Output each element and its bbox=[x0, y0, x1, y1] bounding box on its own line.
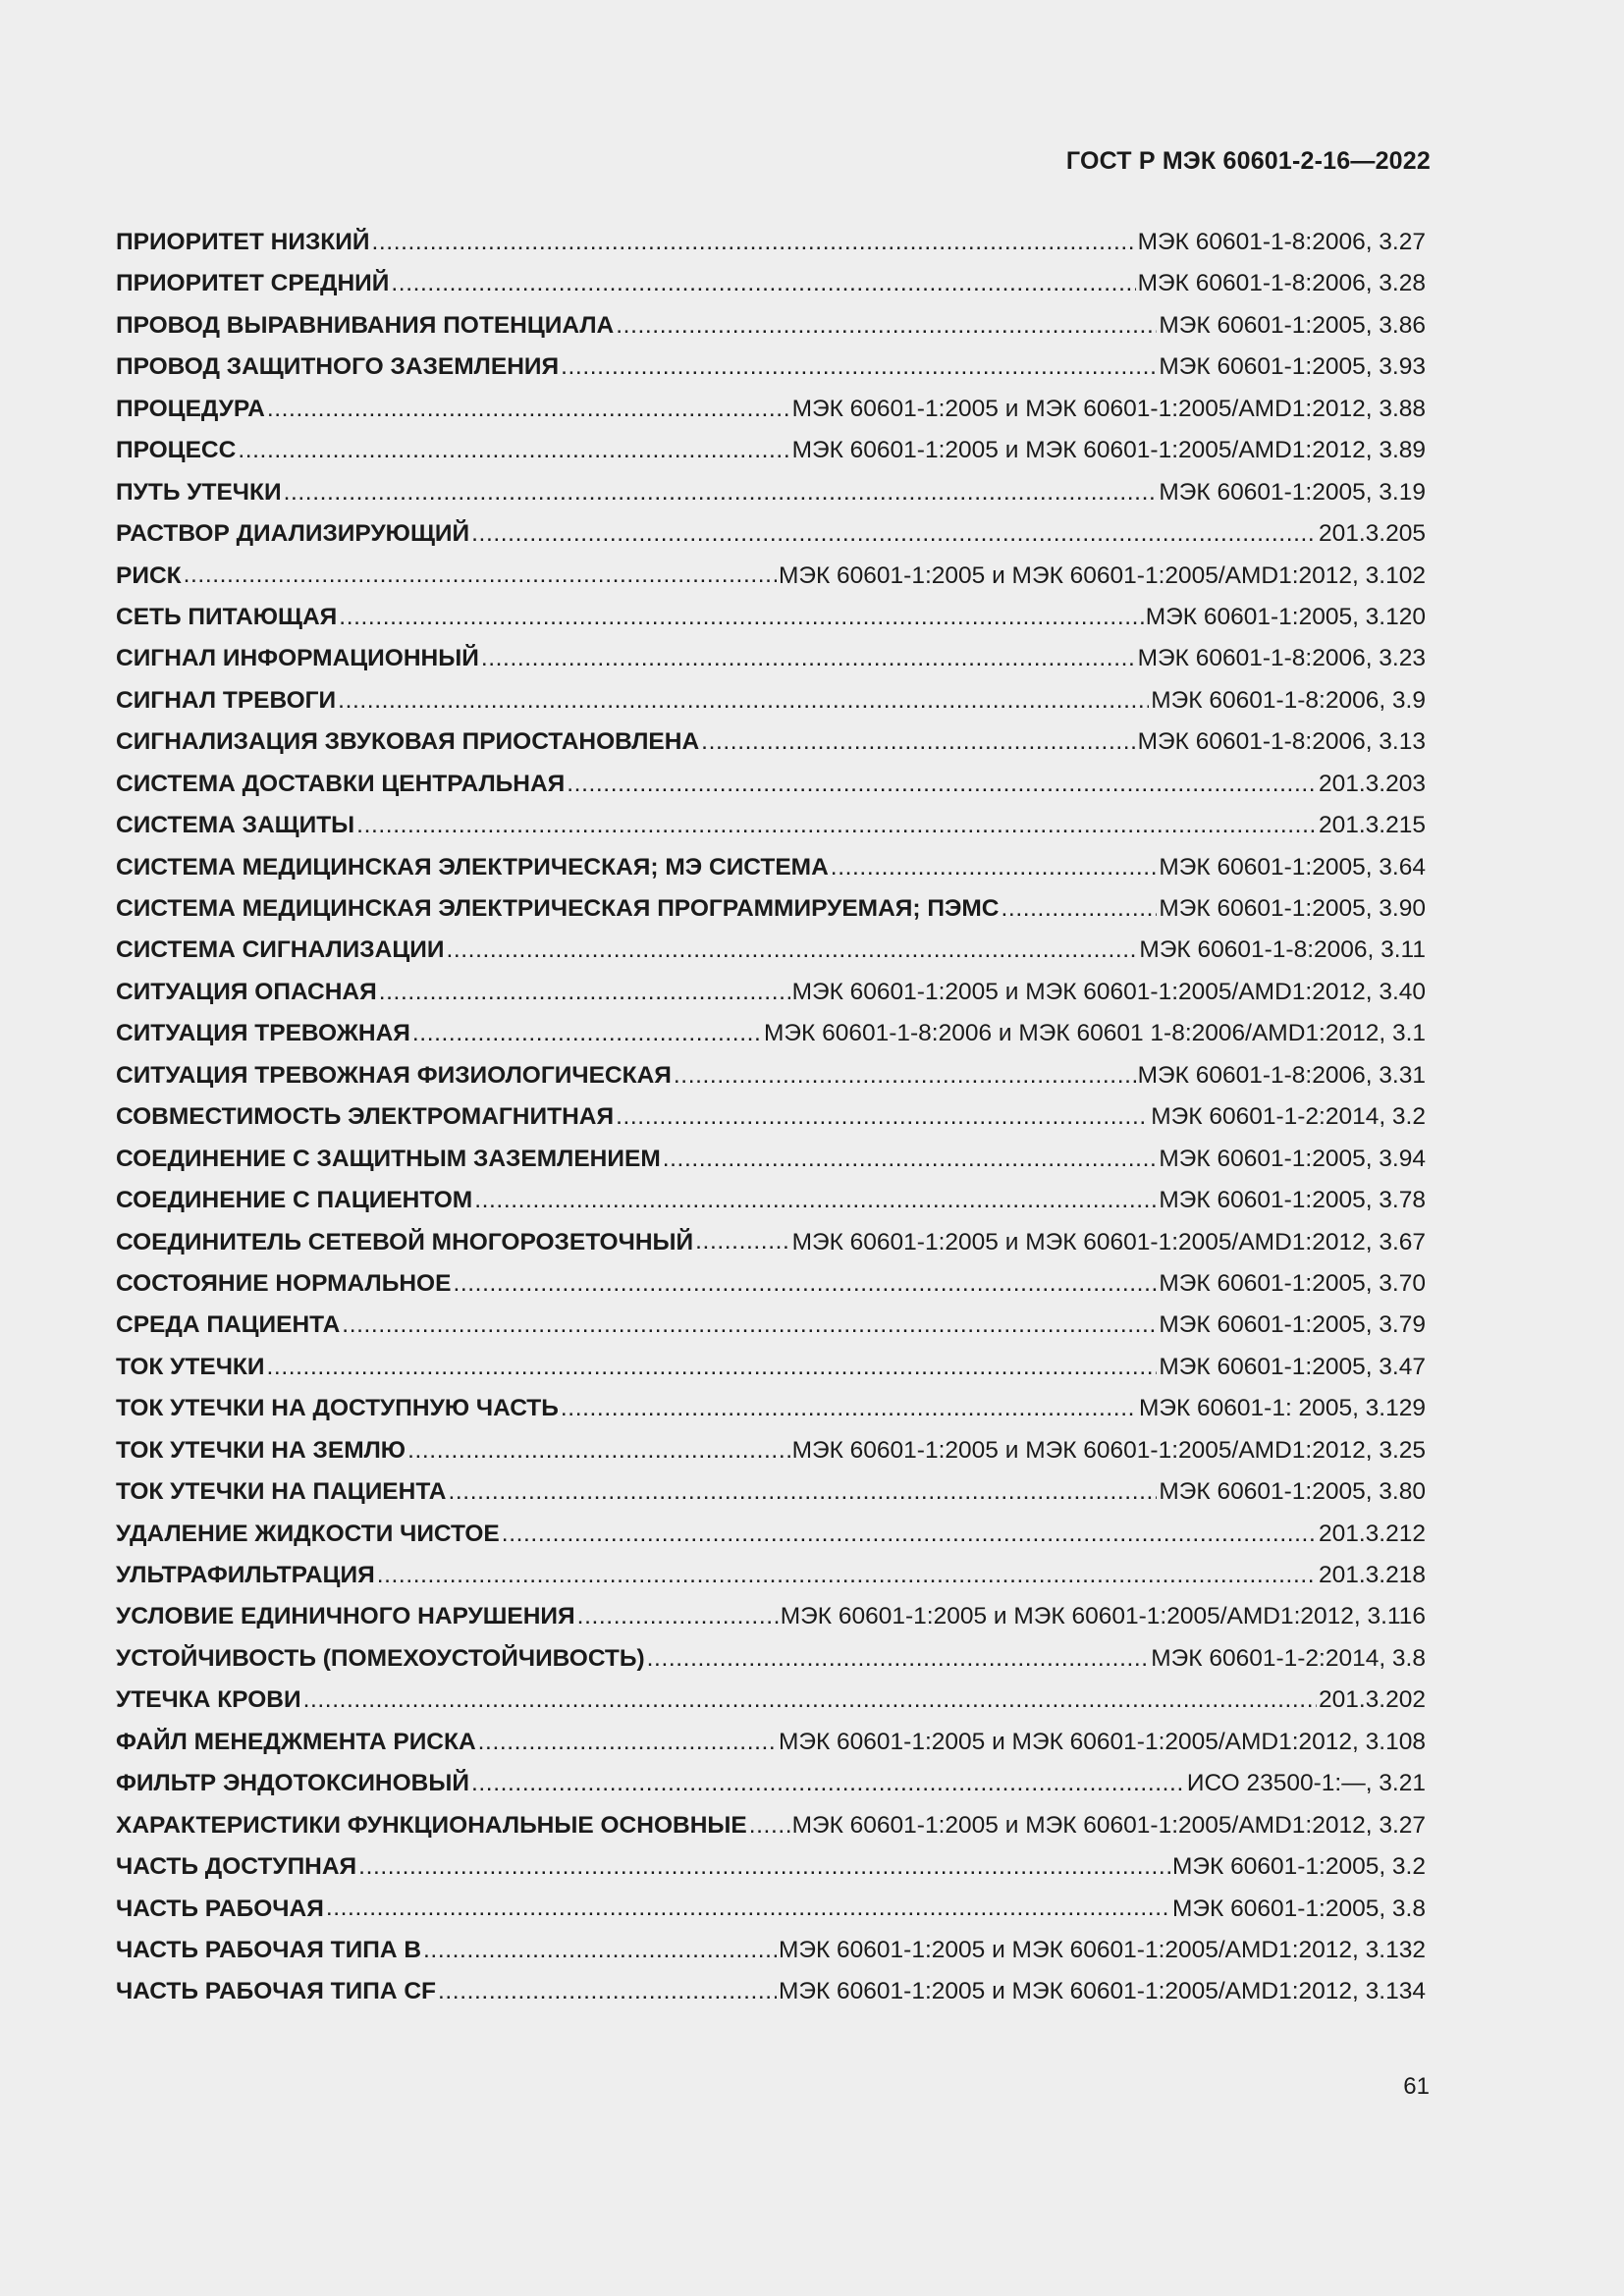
entry-reference: МЭК 60601-1-8:2006, 3.28 bbox=[1137, 270, 1426, 297]
dot-leader bbox=[303, 1680, 1317, 1721]
entry-reference: МЭК 60601-1:2005, 3.86 bbox=[1159, 311, 1426, 339]
dot-leader bbox=[674, 1055, 1136, 1096]
index-entry bbox=[116, 1638, 1426, 1680]
dot-leader bbox=[326, 1889, 1170, 1930]
entry-reference: МЭК 60601-1-8:2006, 3.31 bbox=[1137, 1061, 1426, 1089]
entry-term: СОЕДИНИТЕЛЬ СЕТЕВОЙ МНОГОРОЗЕТОЧНЫЙ bbox=[116, 1228, 694, 1255]
dot-leader bbox=[749, 1805, 790, 1846]
entry-reference: МЭК 60601-1-8:2006, 3.9 bbox=[1151, 686, 1426, 714]
dot-leader bbox=[474, 1180, 1157, 1221]
dot-leader bbox=[371, 222, 1135, 263]
dot-leader bbox=[184, 556, 777, 597]
index-entry bbox=[116, 222, 1426, 263]
entry-reference: МЭК 60601-1:2005 и МЭК 60601-1:2005/AMD1:2012, 3.134 bbox=[778, 1978, 1426, 2005]
entry-term: УТЕЧКА КРОВИ bbox=[116, 1686, 301, 1714]
index-entry bbox=[116, 721, 1426, 763]
index-entry bbox=[116, 1680, 1426, 1721]
index-entry bbox=[116, 1139, 1426, 1180]
entry-term: ПРОЦЕСС bbox=[116, 437, 237, 464]
entry-reference: МЭК 60601-1:2005 и МЭК 60601-1:2005/AMD1:2012, 3.132 bbox=[778, 1936, 1426, 1963]
index-entry bbox=[116, 1055, 1426, 1096]
index-entry bbox=[116, 1013, 1426, 1054]
dot-leader bbox=[338, 680, 1149, 721]
dot-leader bbox=[663, 1139, 1158, 1180]
entry-reference: МЭК 60601-1:2005, 3.94 bbox=[1159, 1145, 1426, 1172]
entry-reference: МЭК 60601-1:2005 и МЭК 60601-1:2005/AMD1:2012, 3.27 bbox=[791, 1811, 1426, 1839]
entry-reference: МЭК 60601-1:2005, 3.78 bbox=[1159, 1187, 1426, 1214]
index-entry bbox=[116, 389, 1426, 430]
index-entry bbox=[116, 597, 1426, 638]
entry-reference: МЭК 60601-1:2005, 3.2 bbox=[1172, 1853, 1426, 1881]
dot-leader bbox=[356, 805, 1317, 846]
entry-reference: МЭК 60601-1-8:2006, 3.23 bbox=[1137, 645, 1426, 672]
entry-reference: МЭК 60601-1:2005, 3.79 bbox=[1159, 1311, 1426, 1339]
entry-term: ЧАСТЬ ДОСТУПНАЯ bbox=[116, 1853, 357, 1881]
entry-reference: МЭК 60601-1:2005 и МЭК 60601-1:2005/AMD1:2012, 3.67 bbox=[791, 1228, 1426, 1255]
entry-term: СИСТЕМА МЕДИЦИНСКАЯ ЭЛЕКТРИЧЕСКАЯ ПРОГРАММИРУЕМАЯ; ПЭМС bbox=[116, 895, 1000, 922]
entry-reference: МЭК 60601-1:2005, 3.93 bbox=[1159, 353, 1426, 381]
index-entry bbox=[116, 930, 1426, 971]
entry-term: УСЛОВИЕ ЕДИНИЧНОГО НАРУШЕНИЯ bbox=[116, 1603, 575, 1630]
entry-term: ЧАСТЬ РАБОЧАЯ ТИПА В bbox=[116, 1936, 422, 1963]
dot-leader bbox=[647, 1638, 1150, 1680]
entry-term: ПУТЬ УТЕЧКИ bbox=[116, 478, 282, 506]
entry-reference: МЭК 60601-1:2005, 3.19 bbox=[1159, 478, 1426, 506]
index-entry bbox=[116, 1555, 1426, 1596]
entry-term: СОСТОЯНИЕ НОРМАЛЬНОЕ bbox=[116, 1269, 452, 1297]
dot-leader bbox=[377, 1555, 1317, 1596]
entry-term: СОЕДИНЕНИЕ С ЗАЩИТНЫМ ЗАЗЕМЛЕНИЕМ bbox=[116, 1145, 661, 1172]
entry-term: СОВМЕСТИМОСТЬ ЭЛЕКТРОМАГНИТНАЯ bbox=[116, 1103, 615, 1131]
entry-term: РАСТВОР ДИАЛИЗИРУЮЩИЙ bbox=[116, 520, 470, 548]
dot-leader bbox=[438, 1971, 777, 2012]
dot-leader bbox=[831, 847, 1158, 888]
page-number: 61 bbox=[1403, 2073, 1430, 2100]
dot-leader bbox=[423, 1930, 777, 1971]
entry-reference: МЭК 60601-1-2:2014, 3.8 bbox=[1151, 1644, 1426, 1672]
index-entry bbox=[116, 805, 1426, 846]
entry-reference: МЭК 60601-1-8:2006, 3.27 bbox=[1137, 229, 1426, 255]
entry-term: ТОК УТЕЧКИ НА ЗЕМЛЮ bbox=[116, 1436, 406, 1464]
entry-term: СИТУАЦИЯ ТРЕВОЖНАЯ bbox=[116, 1020, 410, 1047]
entry-term: УЛЬТРАФИЛЬТРАЦИЯ bbox=[116, 1562, 375, 1588]
dot-leader bbox=[561, 347, 1157, 388]
index-entry bbox=[116, 1889, 1426, 1930]
entry-reference: МЭК 60601-1:2005 и МЭК 60601-1:2005/AMD1:2012, 3.25 bbox=[791, 1436, 1426, 1464]
entry-term: РИСК bbox=[116, 561, 182, 589]
entry-reference: 201.3.203 bbox=[1319, 770, 1426, 797]
entry-term: ЧАСТЬ РАБОЧАЯ ТИПА CF bbox=[116, 1978, 436, 2005]
entry-reference: МЭК 60601-1: 2005, 3.129 bbox=[1138, 1395, 1426, 1422]
index-entry bbox=[116, 1805, 1426, 1846]
dot-leader bbox=[471, 513, 1317, 555]
entry-reference: 201.3.212 bbox=[1319, 1520, 1426, 1547]
entry-term: ПРИОРИТЕТ НИЗКИЙ bbox=[116, 229, 370, 255]
entry-reference: МЭК 60601-1:2005 и МЭК 60601-1:2005/AMD1:2012, 3.116 bbox=[780, 1603, 1426, 1630]
index-entry bbox=[116, 1263, 1426, 1305]
index-entry bbox=[116, 472, 1426, 513]
index-entry bbox=[116, 1971, 1426, 2012]
entry-term: СЕТЬ ПИТАЮЩАЯ bbox=[116, 603, 338, 630]
entry-term: СИСТЕМА СИГНАЛИЗАЦИИ bbox=[116, 936, 445, 964]
index-entry bbox=[116, 1222, 1426, 1263]
entry-term: СОЕДИНЕНИЕ С ПАЦИЕНТОМ bbox=[116, 1187, 473, 1214]
entry-reference: МЭК 60601-1:2005, 3.80 bbox=[1159, 1478, 1426, 1506]
entry-term: СИГНАЛ ТРЕВОГИ bbox=[116, 686, 337, 714]
dot-leader bbox=[342, 1305, 1157, 1346]
entry-reference: МЭК 60601-1:2005 и МЭК 60601-1:2005/AMD1:2012, 3.88 bbox=[791, 395, 1426, 422]
dot-leader bbox=[448, 1471, 1157, 1513]
dot-leader bbox=[701, 721, 1135, 763]
index-entry bbox=[116, 263, 1426, 304]
dot-leader bbox=[577, 1596, 779, 1637]
entry-term: СИГНАЛИЗАЦИЯ ЗВУКОВАЯ ПРИОСТАНОВЛЕНА bbox=[116, 728, 700, 756]
index-entry bbox=[116, 1930, 1426, 1971]
entry-reference: 201.3.202 bbox=[1319, 1686, 1426, 1714]
entry-term: ПРОВОД ВЫРАВНИВАНИЯ ПОТЕНЦИАЛА bbox=[116, 311, 615, 339]
entry-term: СИСТЕМА МЕДИЦИНСКАЯ ЭЛЕКТРИЧЕСКАЯ; МЭ СИСТЕМА bbox=[116, 853, 829, 881]
entry-term: ХАРАКТЕРИСТИКИ ФУНКЦИОНАЛЬНЫЕ ОСНОВНЫЕ bbox=[116, 1811, 747, 1839]
dot-leader bbox=[481, 638, 1136, 679]
index-entry bbox=[116, 1596, 1426, 1637]
entry-reference: МЭК 60601-1:2005 и МЭК 60601-1:2005/AMD1:2012, 3.108 bbox=[778, 1728, 1426, 1755]
entry-term: СИТУАЦИЯ ОПАСНАЯ bbox=[116, 978, 377, 1005]
entry-reference: 201.3.215 bbox=[1319, 812, 1426, 839]
entry-reference: МЭК 60601-1:2005, 3.120 bbox=[1145, 603, 1426, 630]
index-entry bbox=[116, 556, 1426, 597]
dot-leader bbox=[453, 1263, 1157, 1305]
entry-reference: МЭК 60601-1:2005, 3.47 bbox=[1159, 1353, 1426, 1380]
dot-leader bbox=[379, 972, 790, 1013]
entry-term: СИСТЕМА ДОСТАВКИ ЦЕНТРАЛЬНАЯ bbox=[116, 770, 566, 797]
dot-leader bbox=[478, 1722, 777, 1763]
dot-leader bbox=[391, 263, 1135, 304]
entry-reference: МЭК 60601-1:2005 и МЭК 60601-1:2005/AMD1:2012, 3.102 bbox=[778, 561, 1426, 589]
entry-reference: МЭК 60601-1:2005, 3.64 bbox=[1159, 853, 1426, 881]
entry-term: УСТОЙЧИВОСТЬ (ПОМЕХОУСТОЙЧИВОСТЬ) bbox=[116, 1644, 645, 1672]
dot-leader bbox=[267, 1347, 1158, 1388]
dot-leader bbox=[561, 1388, 1137, 1429]
entry-term: ФИЛЬТР ЭНДОТОКСИНОВЫЙ bbox=[116, 1770, 469, 1797]
index-entry bbox=[116, 1514, 1426, 1555]
dot-leader bbox=[412, 1013, 762, 1054]
index-entry bbox=[116, 347, 1426, 388]
entry-term: ПРОВОД ЗАЩИТНОГО ЗАЗЕМЛЕНИЯ bbox=[116, 353, 560, 381]
entry-term: ТОК УТЕЧКИ НА ПАЦИЕНТА bbox=[116, 1478, 447, 1506]
entry-reference: МЭК 60601-1:2005 и МЭК 60601-1:2005/AMD1:2012, 3.40 bbox=[791, 978, 1426, 1005]
entry-reference: 201.3.205 bbox=[1319, 520, 1426, 548]
dot-leader bbox=[567, 764, 1317, 805]
entry-reference: МЭК 60601-1-2:2014, 3.2 bbox=[1151, 1103, 1426, 1131]
entry-term: ПРИОРИТЕТ СРЕДНИЙ bbox=[116, 270, 390, 297]
term-index-list bbox=[116, 222, 1426, 2013]
dot-leader bbox=[238, 430, 789, 471]
dot-leader bbox=[616, 1096, 1149, 1138]
index-entry bbox=[116, 1471, 1426, 1513]
dot-leader bbox=[446, 930, 1137, 971]
index-entry bbox=[116, 1305, 1426, 1346]
entry-term: ПРОЦЕДУРА bbox=[116, 395, 265, 422]
entry-term: ФАЙЛ МЕНЕДЖМЕНТА РИСКА bbox=[116, 1728, 476, 1755]
index-entry bbox=[116, 764, 1426, 805]
entry-reference: МЭК 60601-1:2005, 3.90 bbox=[1159, 895, 1426, 922]
dot-leader bbox=[358, 1846, 1170, 1888]
entry-term: СИСТЕМА ЗАЩИТЫ bbox=[116, 812, 355, 839]
entry-term: СРЕДА ПАЦИЕНТА bbox=[116, 1311, 341, 1339]
dot-leader bbox=[339, 597, 1143, 638]
index-entry bbox=[116, 1096, 1426, 1138]
entry-reference: ИСО 23500-1:—, 3.21 bbox=[1186, 1770, 1426, 1797]
page-header: ГОСТ Р МЭК 60601-2-16—2022 bbox=[1065, 147, 1431, 175]
index-entry bbox=[116, 1430, 1426, 1471]
index-entry bbox=[116, 1180, 1426, 1221]
entry-term: ТОК УТЕЧКИ bbox=[116, 1353, 265, 1380]
index-entry bbox=[116, 680, 1426, 721]
entry-reference: МЭК 60601-1-8:2006 и МЭК 60601 1-8:2006/AMD1:2012, 3.1 bbox=[763, 1020, 1426, 1047]
dot-leader bbox=[502, 1514, 1317, 1555]
entry-reference: МЭК 60601-1:2005 и МЭК 60601-1:2005/AMD1:2012, 3.89 bbox=[791, 437, 1426, 464]
dot-leader bbox=[471, 1763, 1185, 1804]
dot-leader bbox=[267, 389, 790, 430]
index-entry bbox=[116, 972, 1426, 1013]
entry-reference: 201.3.218 bbox=[1319, 1562, 1426, 1588]
entry-reference: МЭК 60601-1-8:2006, 3.11 bbox=[1139, 936, 1426, 964]
entry-term: УДАЛЕНИЕ ЖИДКОСТИ ЧИСТОЕ bbox=[116, 1520, 500, 1547]
index-entry bbox=[116, 1388, 1426, 1429]
index-entry bbox=[116, 638, 1426, 679]
dot-leader bbox=[695, 1222, 789, 1263]
index-entry bbox=[116, 513, 1426, 555]
entry-term: СИГНАЛ ИНФОРМАЦИОННЫЙ bbox=[116, 645, 479, 672]
entry-term: ТОК УТЕЧКИ НА ДОСТУПНУЮ ЧАСТЬ bbox=[116, 1395, 559, 1422]
index-entry bbox=[116, 430, 1426, 471]
dot-leader bbox=[1001, 888, 1158, 930]
dot-leader bbox=[407, 1430, 790, 1471]
index-entry bbox=[116, 888, 1426, 930]
entry-term: СИТУАЦИЯ ТРЕВОЖНАЯ ФИЗИОЛОГИЧЕСКАЯ bbox=[116, 1061, 672, 1089]
entry-reference: МЭК 60601-1:2005, 3.70 bbox=[1159, 1269, 1426, 1297]
index-entry bbox=[116, 1763, 1426, 1804]
index-entry bbox=[116, 847, 1426, 888]
entry-reference: МЭК 60601-1-8:2006, 3.13 bbox=[1137, 728, 1426, 756]
index-entry bbox=[116, 1722, 1426, 1763]
dot-leader bbox=[284, 472, 1158, 513]
index-entry bbox=[116, 1347, 1426, 1388]
index-entry bbox=[116, 1846, 1426, 1888]
index-entry bbox=[116, 305, 1426, 347]
entry-reference: МЭК 60601-1:2005, 3.8 bbox=[1172, 1895, 1426, 1922]
dot-leader bbox=[616, 305, 1157, 347]
entry-term: ЧАСТЬ РАБОЧАЯ bbox=[116, 1895, 324, 1922]
